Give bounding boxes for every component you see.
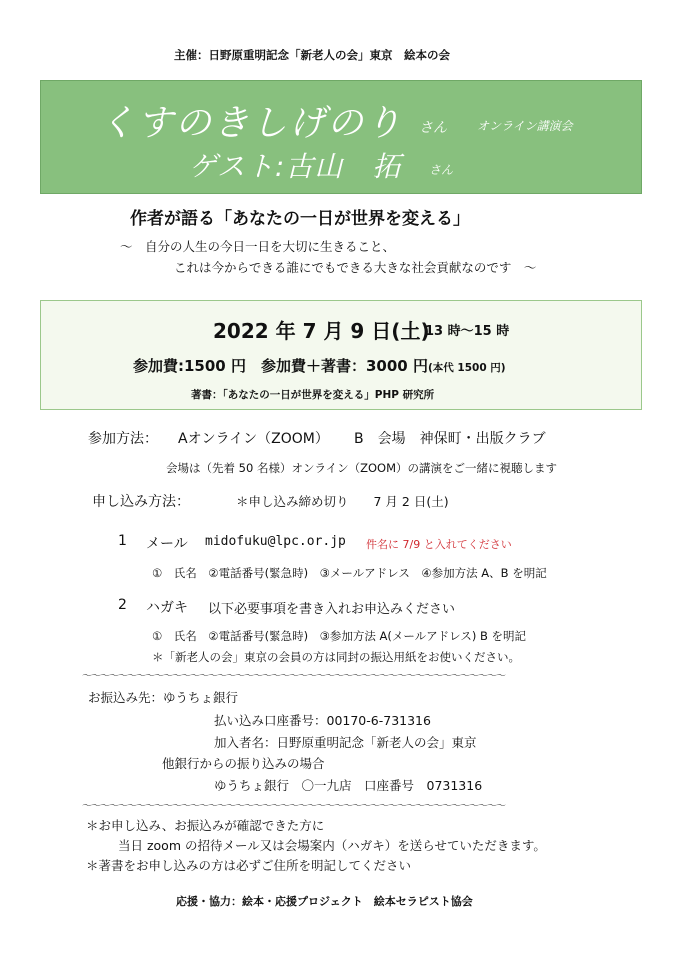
- subtitle-line-1: 〜 自分の人生の今日一日を大切に生きること、: [120, 239, 396, 254]
- speaker-name: くすのきしげのり: [99, 103, 404, 144]
- mail-number: 1: [118, 533, 127, 549]
- mail-subject-instruction: 件名に 7/9 と入れてください: [366, 538, 512, 551]
- application-label: 申し込み方法：: [92, 494, 190, 510]
- postcard-description: 以下必要事項を書き入れお申込みください: [208, 602, 456, 617]
- payment-bank-info: ゆうちょ銀行 〇一九店 口座番号 0731316: [214, 778, 483, 793]
- payment-label: お振込み先：ゆうちょ銀行: [88, 690, 239, 705]
- participation-label: 参加方法：: [88, 431, 158, 447]
- book-info: 著書：「あなたの一日が世界を変える」PHP 研究所: [191, 389, 435, 401]
- wave-divider-2: 〜〜〜〜〜〜〜〜〜〜〜〜〜〜〜〜〜〜〜〜〜〜〜〜〜〜〜〜〜〜〜〜〜〜〜〜〜〜〜〜〜〜〜〜〜〜〜: [82, 801, 505, 812]
- payment-other-bank: 他銀行からの振り込みの場合: [162, 756, 325, 771]
- participation-option-a: Aオンライン（ZOOM）: [178, 431, 329, 447]
- fee-text: 参加費:1500 円 参加費＋著書：3000 円: [133, 357, 428, 375]
- participation-option-b: B 会場 神保町・出版クラブ: [354, 431, 546, 447]
- event-date: 2022 年 7 月 9 日(土): [213, 319, 430, 343]
- lecture-type: オンライン講演会: [477, 119, 573, 133]
- headline: 作者が語る「あなたの一日が世界を変える」: [130, 209, 470, 229]
- postcard-details: ① 氏名 ②電話番号(緊急時) ③参加方法 A(メールアドレス) B を明記: [152, 629, 527, 643]
- mail-details: ① 氏名 ②電話番号(緊急時) ③メールアドレス ④参加方法 A、B を明記: [152, 566, 547, 580]
- event-info-box: [40, 300, 642, 410]
- guest-name: ゲスト:古山 拓: [189, 150, 402, 183]
- speaker-honorific: さん: [419, 120, 447, 136]
- payment-account: 払い込み口座番号：00170-6-731316: [214, 713, 431, 728]
- note-line-1: ＊お申し込み、お振込みが確認できた方に: [86, 818, 325, 833]
- support-credits: 応援・協力：絵本・応援プロジェクト 絵本セラピスト協会: [176, 895, 473, 908]
- event-time: 13 時〜15 時: [425, 324, 510, 339]
- mail-address[interactable]: midofuku@lpc.or.jp: [205, 534, 346, 549]
- postcard-member-note: ＊「新老人の会」東京の会員の方は同封の振込用紙をお使いください。: [152, 650, 520, 664]
- sponsor-text: 主催：日野原重明記念「新老人の会」東京 絵本の会: [174, 48, 450, 62]
- payment-holder: 加入者名：日野原重明記念「新老人の会」東京: [214, 735, 477, 750]
- fee-line: [133, 355, 506, 376]
- wave-divider-1: 〜〜〜〜〜〜〜〜〜〜〜〜〜〜〜〜〜〜〜〜〜〜〜〜〜〜〜〜〜〜〜〜〜〜〜〜〜〜〜〜〜〜〜〜〜〜〜: [82, 671, 505, 682]
- note-line-3: ＊著書をお申し込みの方は必ずご住所を明記してください: [86, 858, 412, 873]
- fee-note: (本代 1500 円): [427, 362, 506, 374]
- title-banner: [40, 80, 642, 194]
- postcard-number: 2: [118, 597, 127, 613]
- subtitle-line-2: これは今からできる誰にでもできる大きな社会貢献なのです 〜: [174, 260, 537, 275]
- postcard-label: ハガキ: [146, 600, 188, 616]
- participation-note: 会場は（先着 50 名様）オンライン（ZOOM）の講演をご一緒に視聴します: [166, 461, 557, 475]
- guest-honorific: さん: [429, 163, 454, 177]
- application-deadline: ＊申し込み締め切り 7 月 2 日(土): [236, 494, 449, 509]
- mail-label: メール: [146, 536, 188, 552]
- note-line-2: 当日 zoom の招待メール又は会場案内（ハガキ）を送らせていただきます。: [118, 838, 546, 853]
